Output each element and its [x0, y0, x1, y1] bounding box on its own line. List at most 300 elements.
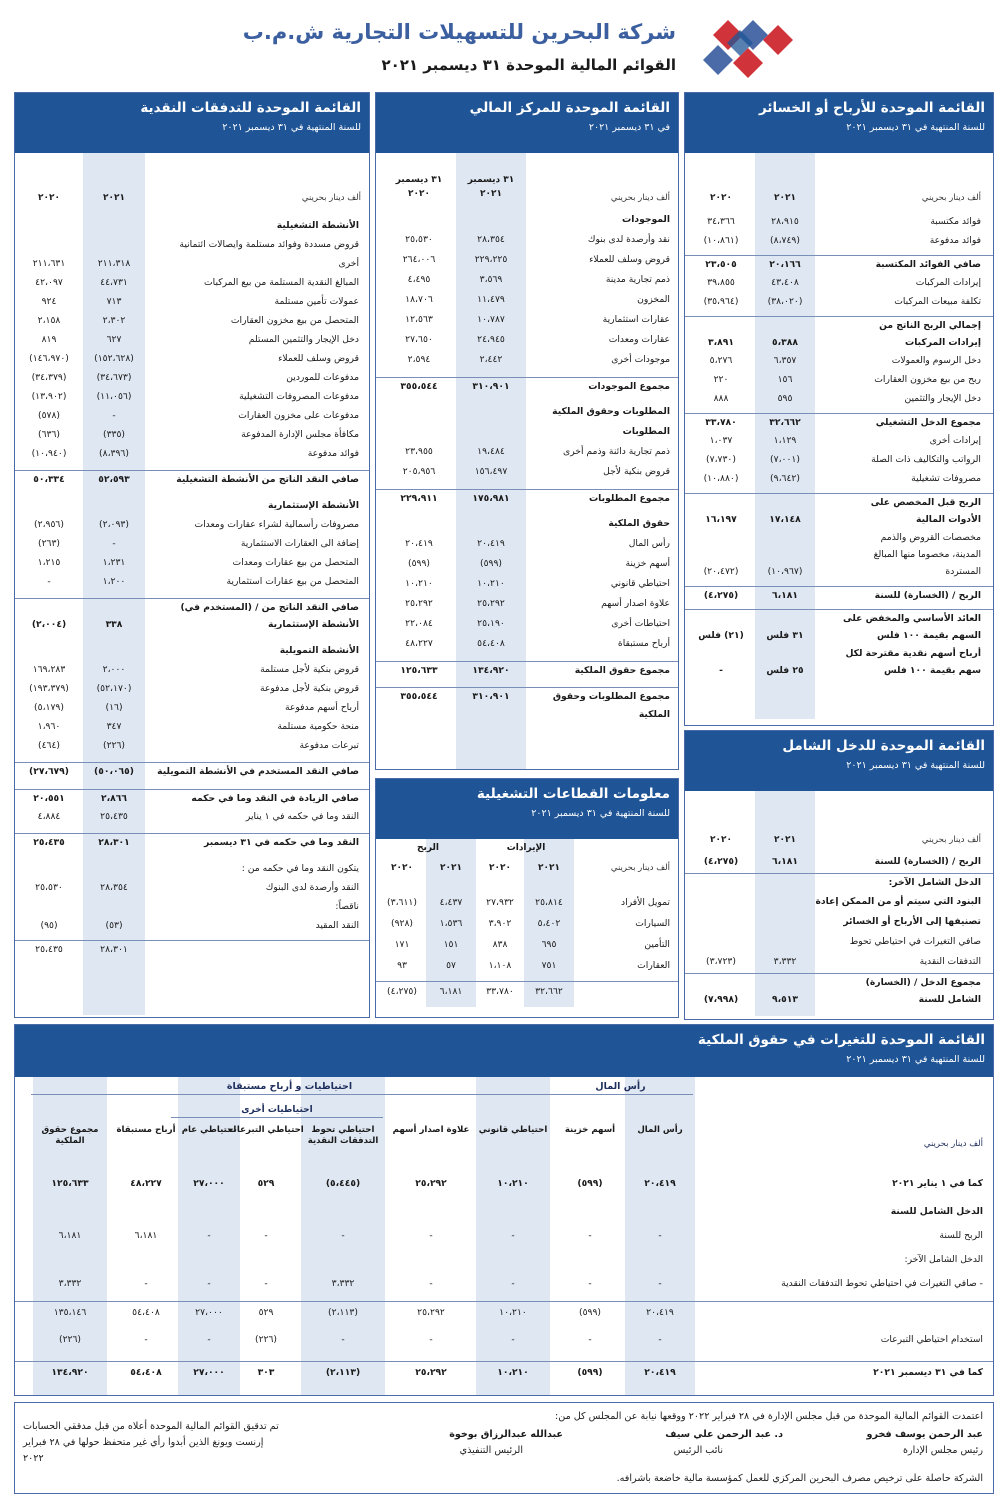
equity-row [15, 1225, 993, 1247]
equity-cell: ٦،١٨١ [58, 1230, 82, 1241]
equity-cell: ٢٧،٠٠٠ [193, 1178, 225, 1189]
income-value-2021: (٧،٠٠١) [770, 454, 800, 465]
cashflow-value-2020: (٢٧،٦٧٩) [29, 766, 69, 777]
equity-row [15, 1301, 993, 1323]
comprehensive-header [685, 731, 993, 791]
cashflow-row-label: المتحصل من بيع عقارات ومعدات [232, 557, 359, 568]
income-value-2020: - [719, 665, 723, 676]
position-row-label: مجموع المطلوبات [588, 493, 670, 504]
position-value-2020: ٢٧،٦٥٠ [405, 334, 433, 345]
income-unit: ألف دينار بحريني [921, 193, 981, 203]
cashflow-value-2021: ٢،٨٦٦ [101, 793, 127, 804]
income-row [685, 529, 993, 582]
segments-label: تمويل الأفراد [621, 897, 670, 908]
comprehensive-row [685, 973, 993, 1010]
cashflow-row [15, 554, 369, 573]
cashflow-value-2021: (٢٢٦) [103, 740, 125, 751]
position-value-2020: ٢٥،٢٩٢ [405, 598, 433, 609]
cashflow-value-2021: ١،٢٠٠ [102, 576, 126, 587]
equity-row-label: الدخل الشامل للسنة [890, 1206, 983, 1217]
cashflow-value-2020: (١٣،٩٠٢) [31, 391, 67, 402]
equity-cell: - [429, 1334, 433, 1345]
income-row-label: الرواتب والتكاليف ذات الصلة [871, 454, 981, 465]
segments-profit-2021: ٢٠٢١ [440, 863, 462, 873]
position-row-label: ذمم تجارية مدينة [605, 274, 670, 285]
equity-col-header: علاوة اصدار أسهم [392, 1125, 470, 1135]
position-row-label: احتياطي قانوني [610, 578, 670, 589]
cashflow-value-2021: ٦٢٧ [106, 334, 122, 345]
income-value-2021: ٢٠،١٦٦ [769, 259, 801, 270]
cashflow-value-2021: - [112, 538, 116, 549]
income-row [685, 470, 993, 489]
position-value-2021: ٢،٤٤٢ [479, 354, 503, 365]
cashflow-row [15, 369, 369, 388]
position-value-2021: ٥٤،٤٠٨ [477, 638, 505, 649]
cashflow-value-2021: ٣٤٧ [106, 721, 122, 732]
position-value-2020: ٤٨،٢٢٧ [405, 638, 433, 649]
position-row-label: المطلوبات وحقوق الملكية [552, 406, 670, 417]
cashflow-value-2021: ٣٣٨ [105, 619, 123, 630]
income-row-label: دخل الإيجار والتثمين [904, 393, 981, 404]
position-column-header [376, 153, 678, 209]
position-col-2021-b: ٢٠٢١ [480, 189, 502, 199]
income-row-label: الربح / (الخسارة) للسنة [874, 590, 981, 601]
cashflow-value-2021: ٢١١،٣١٨ [97, 258, 131, 269]
position-row [376, 443, 678, 463]
equity-cell: - [588, 1230, 592, 1241]
equity-cell: ٣،٣٣٢ [58, 1278, 82, 1289]
equity-row [15, 1173, 993, 1195]
segments-profit-label: الربح [417, 843, 439, 853]
equity-cell: - [264, 1278, 268, 1289]
position-value-2021: ١٠،٧٨٧ [477, 314, 505, 325]
signatory-2-title: نائب الرئيس [673, 1445, 723, 1456]
comprehensive-period: للسنة المنتهية في ٣١ ديسمبر ٢٠٢١ [846, 760, 985, 771]
cashflow-row [15, 312, 369, 331]
cashflow-value-2020: ١،٢١٥ [37, 557, 61, 568]
equity-cell: - [207, 1230, 211, 1241]
cashflow-row [15, 762, 369, 781]
cashflow-value-2020: (٩٥) [40, 920, 58, 931]
income-value-2021: ٦،٣٥٧ [773, 355, 797, 366]
comprehensive-unit: ألف دينار بحريني [921, 835, 981, 845]
income-row-label: الربح قبل المخصص على [870, 497, 981, 508]
cashflow-col-2021: ٢٠٢١ [103, 193, 125, 203]
equity-cell: ٦،١٨١ [134, 1230, 158, 1241]
comprehensive-value-2021: ٩،٥١٣ [772, 994, 798, 1005]
cashflow-value-2020: - [47, 576, 51, 587]
position-row-label: نقد وأرصدة لدى بنوك [587, 234, 670, 245]
position-col-2020-a: ٣١ ديسمبر [395, 175, 443, 185]
position-value-2020: ٢٦٤،٠٠٦ [402, 254, 436, 265]
equity-cell: (٢،١١٣) [328, 1307, 358, 1318]
cashflow-row [15, 699, 369, 718]
cashflow-value-2020: ٢٠،٥٥١ [33, 793, 65, 804]
position-value-2021: ٣١٠،٩٠١ [472, 691, 510, 702]
cashflow-row [15, 917, 369, 936]
equity-cell: - [658, 1334, 662, 1345]
segments-row [376, 893, 678, 912]
income-value-2020: ٣٩،٨٥٥ [707, 277, 735, 288]
income-title: القائمة الموحدة للأرباح أو الخسائر [759, 100, 985, 116]
cashflow-row-label: فوائد مدفوعة [307, 448, 359, 459]
position-row [376, 687, 678, 720]
cashflow-value-2021: (٢،٠٩٣) [99, 519, 129, 530]
equity-cell: - [207, 1334, 211, 1345]
cashflow-value-2020: ٤٢،٠٩٧ [35, 277, 63, 288]
equity-cell: - [264, 1230, 268, 1241]
segment-profit-2020: (٤،٢٧٥) [387, 986, 417, 997]
segment-revenue-2021: ٦٩٥ [541, 939, 557, 950]
position-title: القائمة الموحدة للمركز المالي [469, 100, 670, 116]
income-row [685, 609, 993, 645]
equity-col-header: احتياطي قانوني [478, 1125, 548, 1135]
cashflow-row [15, 661, 369, 680]
equity-row [15, 1273, 993, 1295]
cashflow-row-label: النقد وما في حكمه في ٣١ ديسمبر [204, 837, 359, 848]
equity-cell: - [511, 1278, 515, 1289]
income-row-label-2: إيرادات المركبات [904, 337, 981, 348]
income-row-label: مجموع الدخل التشغيلي [875, 417, 981, 428]
position-row [376, 661, 678, 681]
cashflow-row-label-2: الأنشطة الإستثمارية [268, 619, 359, 630]
income-value-2020: (٤،٢٧٥) [703, 590, 739, 601]
position-row-label: مجموع المطلوبات وحقوق الملكية [552, 691, 670, 720]
income-col-2021: ٢٠٢١ [774, 193, 796, 203]
position-value-2021: ٢٥،٢٩٢ [477, 598, 505, 609]
position-row [376, 635, 678, 655]
income-value-2020: ٣٤،٣٦٦ [707, 216, 735, 227]
cashflow-value-2021: (١٦) [105, 702, 123, 713]
cashflow-row [15, 407, 369, 426]
income-period: للسنة المنتهية في ٣١ ديسمبر ٢٠٢١ [846, 122, 985, 133]
equity-cell: ٣٠٣ [257, 1367, 275, 1378]
segments-row [376, 935, 678, 954]
equity-row-label: استخدام احتياطي التبرعات [880, 1334, 983, 1345]
position-row [376, 271, 678, 291]
comprehensive-row-label: تصنيفها إلى الأرباح أو الخسائر [843, 916, 981, 927]
position-value-2021: ١٧٥،٩٨١ [472, 493, 510, 504]
cashflow-row [15, 426, 369, 445]
income-row-label-2: المدينة، مخصوما منها المبالغ [873, 549, 981, 560]
position-value-2021: ٢٤،٩٤٥ [477, 334, 505, 345]
equity-row-label: الربح للسنة [939, 1230, 983, 1241]
cashflow-row-label: قروض مسددة وفوائد مستلمة وايصالات ائتمانية [179, 239, 359, 250]
cashflow-value-2021: ٢٨،٣٠١ [98, 837, 130, 848]
segment-profit-2021: ١،٥٣٦ [439, 918, 463, 929]
equity-cell: (٥٩٩) [577, 1178, 603, 1189]
position-row [376, 535, 678, 555]
segment-profit-2021: ١٥١ [443, 939, 459, 950]
equity-row-label: - صافي التغيرات في احتياطي تحوط التدفقات النقدية [781, 1278, 983, 1289]
equity-col-header: أسهم خزينة [564, 1125, 616, 1135]
equity-cell: (٢،١١٣) [325, 1367, 361, 1378]
segments-rev-2021: ٢٠٢١ [538, 863, 560, 873]
income-value-2021: (٨،٧٤٩) [770, 235, 800, 246]
segment-revenue-2021: ٣٢،٦٦٢ [535, 986, 563, 997]
income-row [685, 352, 993, 371]
income-value-2020: ١،٠٣٧ [709, 435, 733, 446]
income-value-2020: ٥،٢٧٦ [709, 355, 733, 366]
position-value-2021: ٢٢٩،٢٢٥ [474, 254, 508, 265]
cashflow-row-label: صافي النقد الناتج من / (المستخدم في) [180, 602, 359, 613]
segments-row [376, 956, 678, 975]
income-row-label-2: الأدوات المالية [916, 514, 981, 525]
income-row [685, 645, 993, 681]
position-row [376, 377, 678, 397]
comprehensive-value-2020: (٣،٧٢٣) [706, 956, 736, 967]
company-logo [698, 20, 798, 80]
segments-header [376, 779, 678, 839]
segments-row [376, 981, 678, 1000]
position-value-2021: ١٥٦،٤٩٧ [474, 466, 508, 477]
cashflow-row [15, 598, 369, 634]
cashflow-row-label: يتكون النقد وما في حكمه من : [241, 863, 359, 874]
cashflow-row [15, 879, 369, 898]
cashflow-row [15, 789, 369, 808]
cashflow-row-label: عمولات تأمين مستلمة [274, 296, 359, 307]
cashflow-value-2020: ٤،٨٨٤ [37, 811, 61, 822]
cashflow-row-label: أرباح أسهم مدفوعة [284, 702, 359, 713]
comprehensive-value-2020: (٧،٩٩٨) [703, 994, 739, 1005]
cashflow-row-label: ناقصاً: [335, 901, 359, 912]
equity-title: القائمة الموحدة للتغيرات في حقوق الملكية [697, 1032, 985, 1048]
position-body [376, 209, 678, 769]
position-value-2021: (٥٩٩) [480, 558, 502, 569]
audit-note-line-3: ٢٠٢٢ [23, 1453, 44, 1464]
position-row-label: ذمم تجارية دائنة وذمم أخرى [563, 446, 670, 457]
equity-row-label: الدخل الشامل الآخر: [904, 1254, 983, 1265]
equity-cell: - [341, 1230, 345, 1241]
position-row-label: أرباح مستبقاة [617, 638, 670, 649]
equity-cell: ٢٥،٢٩٢ [415, 1178, 447, 1189]
comprehensive-value-2021: ٣،٣٣٢ [773, 956, 797, 967]
equity-row [15, 1329, 993, 1351]
cashflow-row-label: صافي الزيادة في النقد وما في حكمه [191, 793, 359, 804]
position-unit: ألف دينار بحريني [610, 193, 670, 203]
equity-cell: ٥٢٩ [258, 1307, 274, 1318]
equity-col-header: أرباح مستبقاة [116, 1125, 176, 1135]
position-row [376, 403, 678, 423]
cashflow-row-label: منحة حكومية مستلمة [277, 721, 359, 732]
cashflow-row-label: صافي النقد الناتج من الأنشطة التشغيلية [176, 474, 359, 485]
segment-profit-2020: ١٧١ [394, 939, 410, 950]
position-row [376, 423, 678, 443]
position-row [376, 351, 678, 371]
position-row-label: موجودات أخرى [611, 354, 670, 365]
income-row-label: إجمالي الربح الناتج من [879, 320, 981, 331]
position-row-label: أسهم خزينة [625, 558, 670, 569]
income-value-2021: (٣٨،٠٢٠) [767, 296, 803, 307]
income-row-label: العائد الأساسي والمخفض على [843, 613, 981, 624]
cashflow-value-2020: ١،٩٦٠ [37, 721, 61, 732]
segments-rev-2020: ٢٠٢٠ [489, 863, 511, 873]
comprehensive-column-header [685, 791, 993, 851]
income-row [685, 293, 993, 312]
approval-note: اعتمدت القوائم المالية الموحدة من قبل مجلس الإدارة في ٢٨ فبراير ٢٠٢٢ ووقعها نيابة عن المجلس كل من: [555, 1411, 983, 1422]
cashflow-value-2021: ٢٥،٤٣٥ [100, 811, 128, 822]
income-value-2020: ٢٢٠ [713, 374, 729, 385]
segment-profit-2020: ٩٣ [397, 960, 407, 971]
comprehensive-row-label: مجموع الدخل / (الخسارة) [865, 977, 981, 988]
cashflow-header [15, 93, 369, 153]
income-header [685, 93, 993, 153]
equity-cell: - [429, 1278, 433, 1289]
comprehensive-row-label: البنود التي سيتم أو من الممكن إعادة [815, 896, 981, 907]
segments-panel [375, 778, 679, 1018]
cashflow-value-2020: ٩٢٤ [41, 296, 57, 307]
equity-col-header: رأس المال [637, 1125, 683, 1135]
income-row [685, 390, 993, 409]
equity-cell: - [511, 1334, 515, 1345]
cashflow-row-label: مصروفات رأسمالية لشراء عقارات ومعدات [194, 519, 359, 530]
cashflow-value-2021: ١،٢٣١ [102, 557, 126, 568]
equity-cell: - [144, 1334, 148, 1345]
cashflow-value-2020: ٢٥،٤٣٥ [33, 837, 65, 848]
equity-cell: (٥،٤٤٥) [325, 1178, 361, 1189]
position-row [376, 331, 678, 351]
equity-cell: - [658, 1278, 662, 1289]
equity-row [15, 1249, 993, 1271]
cashflow-value-2021: ٢،٣٠٢ [102, 315, 126, 326]
position-value-2020: (٥٩٩) [408, 558, 430, 569]
statements-date: القوائم المالية الموحدة ٣١ ديسمبر ٢٠٢١ [381, 56, 676, 74]
position-row [376, 231, 678, 251]
equity-cell: - [429, 1230, 433, 1241]
cashflow-value-2020: (٥،١٧٩) [34, 702, 64, 713]
income-value-2020: (١٠،٨٨٠) [703, 473, 739, 484]
segment-profit-2021: ٤،٤٣٧ [439, 897, 463, 908]
position-value-2021: ٣،٥٦٩ [479, 274, 503, 285]
cashflow-value-2021: (٣٣٥) [103, 429, 125, 440]
income-value-2020: ٣٣،٧٨٠ [705, 417, 737, 428]
segments-label: العقارات [637, 960, 670, 971]
cashflow-value-2021: (٣٤،٦٧٣) [96, 372, 132, 383]
cashflow-value-2020: ٢،١٥٨ [37, 315, 61, 326]
equity-period: للسنة المنتهية في ٣١ ديسمبر ٢٠٢١ [846, 1054, 985, 1065]
position-value-2021: ١٣٤،٩٢٠ [472, 665, 510, 676]
cashflow-value-2021: ٢،٠٠٠ [102, 664, 126, 675]
signatures-footer [14, 1402, 994, 1494]
cashflow-value-2020: (٥٧٨) [38, 410, 60, 421]
comprehensive-value-2020: (٤،٢٧٥) [703, 856, 739, 867]
cashflow-unit: ألف دينار بحريني [301, 193, 361, 203]
audit-note-line-1: تم تدقيق القوائم المالية الموحدة أعلاه من قبل مدققي الحسابات [23, 1421, 279, 1432]
equity-group-reserves: احتياطيات و أرباح مستبقاة [31, 1081, 548, 1095]
cashflow-row-label: مدفوعات المصروفات التشغيلية [239, 391, 359, 402]
income-row-label: دخل الرسوم والعمولات [891, 355, 981, 366]
segment-profit-2020: (٩٢٨) [391, 918, 413, 929]
equity-cell: ٢٧،٠٠٠ [195, 1307, 223, 1318]
equity-cell: ٢٥،٢٩٢ [417, 1307, 445, 1318]
income-value-2020: ٢٣،٥٠٥ [705, 259, 737, 270]
income-col-2020: ٢٠٢٠ [710, 193, 732, 203]
equity-cell: ١٠،٢١٠ [499, 1307, 527, 1318]
comprehensive-row [685, 873, 993, 893]
comprehensive-row-label: صافي التغيرات في احتياطي تحوط [849, 936, 981, 947]
cashflow-row-label: صافي النقد المستخدم في الأنشطة التمويلية [157, 766, 359, 777]
position-value-2020: ٣٥٥،٥٤٤ [400, 381, 438, 392]
position-row [376, 291, 678, 311]
position-header [376, 93, 678, 153]
position-value-2021: ٣١٠،٩٠١ [472, 381, 510, 392]
income-column-header [685, 153, 993, 209]
cashflow-row-label: النقد المقيد [315, 920, 359, 931]
cashflow-row-label: النقد وأرصدة لدى البنوك [265, 882, 359, 893]
cashflow-value-2020: (١٩٣،٣٧٩) [29, 683, 69, 694]
equity-cell: (٥٩٩) [579, 1307, 601, 1318]
cashflow-row-label: النقد وما في حكمه في ١ يناير [245, 811, 359, 822]
cashflow-value-2021: (٨،٣٩٦) [99, 448, 129, 459]
comprehensive-row-label-2: الشامل للسنة [918, 994, 981, 1005]
segments-title: معلومات القطاعات التشغيلية [476, 786, 670, 802]
comprehensive-row [685, 953, 993, 973]
cashflow-period: للسنة المنتهية في ٣١ ديسمبر ٢٠٢١ [222, 122, 361, 133]
equity-col-header: مجموع حقوق الملكية [41, 1125, 99, 1146]
cashflow-value-2021: (٥٢،١٧٠) [96, 683, 132, 694]
equity-cell: ٥٤،٤٠٨ [132, 1307, 160, 1318]
cashflow-value-2020: (١٠،٩٤٠) [31, 448, 67, 459]
income-row-label: فوائد مدفوعة [929, 235, 981, 246]
position-row [376, 211, 678, 231]
cashflow-body [15, 209, 369, 1015]
position-row [376, 595, 678, 615]
equity-row [15, 1361, 993, 1383]
position-value-2021: ٢٠،٤١٩ [477, 538, 505, 549]
income-value-2021: (٩،٦٤٢) [770, 473, 800, 484]
comprehensive-title: القائمة الموحدة للدخل الشامل [782, 738, 985, 754]
segments-profit-2020: ٢٠٢٠ [391, 863, 413, 873]
position-value-2020: ٢٣،٩٥٥ [405, 446, 433, 457]
segment-profit-2021: ٦،١٨١ [439, 986, 463, 997]
income-row [685, 493, 993, 529]
equity-cell: (٥٩٩) [577, 1367, 603, 1378]
equity-cell: ٢٧،٠٠٠ [193, 1367, 225, 1378]
position-value-2020: ٢٢،٠٨٤ [405, 618, 433, 629]
signatory-3-title: الرئيس التنفيذي [459, 1445, 523, 1456]
income-row-label: فوائد مكتسبة [930, 216, 981, 227]
page-header [0, 0, 1006, 88]
equity-header [15, 1025, 993, 1077]
equity-unit: ألف دينار بحريني [923, 1139, 983, 1149]
comprehensive-row [685, 933, 993, 953]
cashflow-row-label: مدفوعات للموردين [286, 372, 359, 383]
position-row [376, 251, 678, 271]
segments-row [376, 914, 678, 933]
position-row [376, 311, 678, 331]
comprehensive-body [685, 851, 993, 1016]
equity-cell: ٥٢٩ [257, 1178, 275, 1189]
signatory-1-title: رئيس مجلس الإدارة [902, 1445, 983, 1456]
cashflow-row-label: تبرعات مدفوعة [299, 740, 359, 751]
segment-profit-2021: ٥٧ [446, 960, 456, 971]
segment-revenue-2021: ٢٥،٨١٤ [535, 897, 563, 908]
equity-cell: - [511, 1230, 515, 1241]
cashflow-value-2020: ٥٠،٣٣٤ [33, 474, 65, 485]
comprehensive-row-label: الربح / (الخسارة) للسنة [874, 856, 981, 867]
income-row [685, 432, 993, 451]
cashflow-row [15, 680, 369, 699]
cashflow-row [15, 255, 369, 274]
segment-revenue-2020: ٢٧،٩٣٢ [486, 897, 514, 908]
income-value-2021: ٢٨،٩١٥ [771, 216, 799, 227]
position-row-label: المطلوبات [622, 426, 670, 437]
income-row-label-3: المستردة [945, 566, 981, 577]
segments-label: السيارات [635, 918, 670, 929]
equity-cell: - [658, 1230, 662, 1241]
income-value-2021: ٣٢،٦٦٢ [769, 417, 801, 428]
cashflow-row [15, 293, 369, 312]
